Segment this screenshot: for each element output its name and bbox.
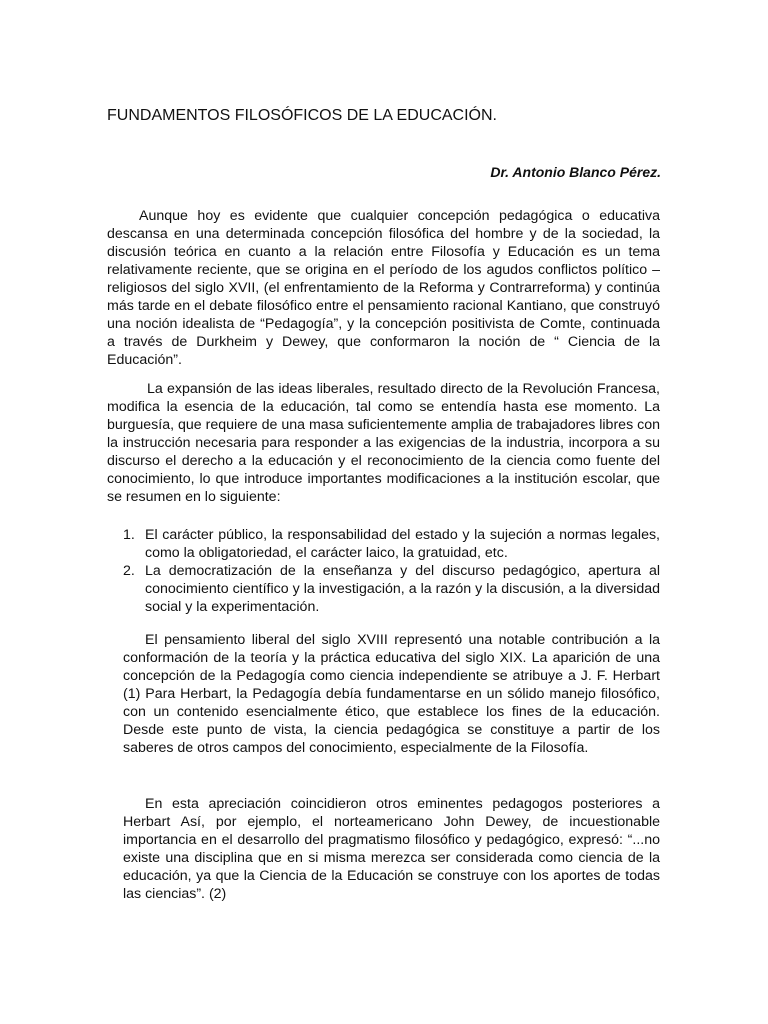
- list-item: [123, 562, 660, 616]
- list-item-number: 1.: [123, 527, 135, 543]
- document-title: FUNDAMENTOS FILOSÓFICOS DE LA EDUCACIÓN.: [107, 107, 497, 124]
- paragraph-3: El pensamiento liberal del siglo XVIII representó una notable contribución a la conformación de la teoría y la práctica educativa del siglo XIX. La aparición de una concepción de la Pedagogía como ciencia independiente se atribuye a J. F. Herbart (1) Para Herbart, la Pedagogía debía fundamentarse en un sólido manejo filosófico, con un contenido esencialmente ético, que establece los fines de la educación. Desde este punto de vista, la ciencia pedagógica se constituye a partir de los saberes de otros campos del conocimiento, especialmente de la Filosofía.: [123, 632, 660, 756]
- paragraph-2: La expansión de las ideas liberales, resultado directo de la Revolución Francesa, modifica la esencia de la educación, tal como se entendía hasta ese momento. La burguesía, que requiere de una masa suficientemente amplia de trabajadores libres con la instrucción necesaria para responder a las exigencias de la industria, incorpora a su discurso el derecho a la educación y el reconocimiento de la ciencia como fuente del conocimiento, lo que introduce importantes modificaciones a la institución escolar, que se resumen en lo siguiente:: [107, 381, 660, 505]
- list-item-text: La democratización de la enseñanza y del discurso pedagógico, apertura al conocimiento científico y la investigación, a la razón y la discusión, a la diversidad social y la experimentación.: [145, 563, 660, 615]
- list-item-number: 2.: [123, 563, 135, 579]
- list-item-text: El carácter público, la responsabilidad del estado y la sujeción a normas legales, como la obligatoriedad, el carácter laico, la gratuidad, etc.: [145, 527, 660, 561]
- document-author: Dr. Antonio Blanco Pérez.: [490, 164, 661, 180]
- paragraph-4: En esta apreciación coincidieron otros eminentes pedagogos posteriores a Herbart Así, por ejemplo, el norteamericano John Dewey, de incuestionable importancia en el desarrollo del pragmatismo filosófico y pedagógico, expresó: “...no existe una disciplina que en si misma merezca ser considerada como ciencia de la educación, ya que la Ciencia de la Educación se construye con los aportes de todas las ciencias”. (2): [123, 796, 660, 902]
- paragraph-1: Aunque hoy es evidente que cualquier concepción pedagógica o educativa descansa en una determinada concepción filosófica del hombre y de la sociedad, la discusión teórica en cuanto a la relación entre Filosofía y Educación es un tema relativamente reciente, que se origina en el período de los agudos conflictos político – religiosos del siglo XVII, (el enfrentamiento de la Reforma y Contrarreforma) y continúa más tarde en el debate filosófico entre el pensamiento racional Kantiano, que construyó una noción idealista de “Pedagogía”, y la concepción positivista de Comte, continuada a través de Durkheim y Dewey, que conformaron la noción de “ Ciencia de la Educación”.: [107, 208, 660, 368]
- numbered-list: [123, 526, 660, 616]
- list-item: [123, 526, 660, 562]
